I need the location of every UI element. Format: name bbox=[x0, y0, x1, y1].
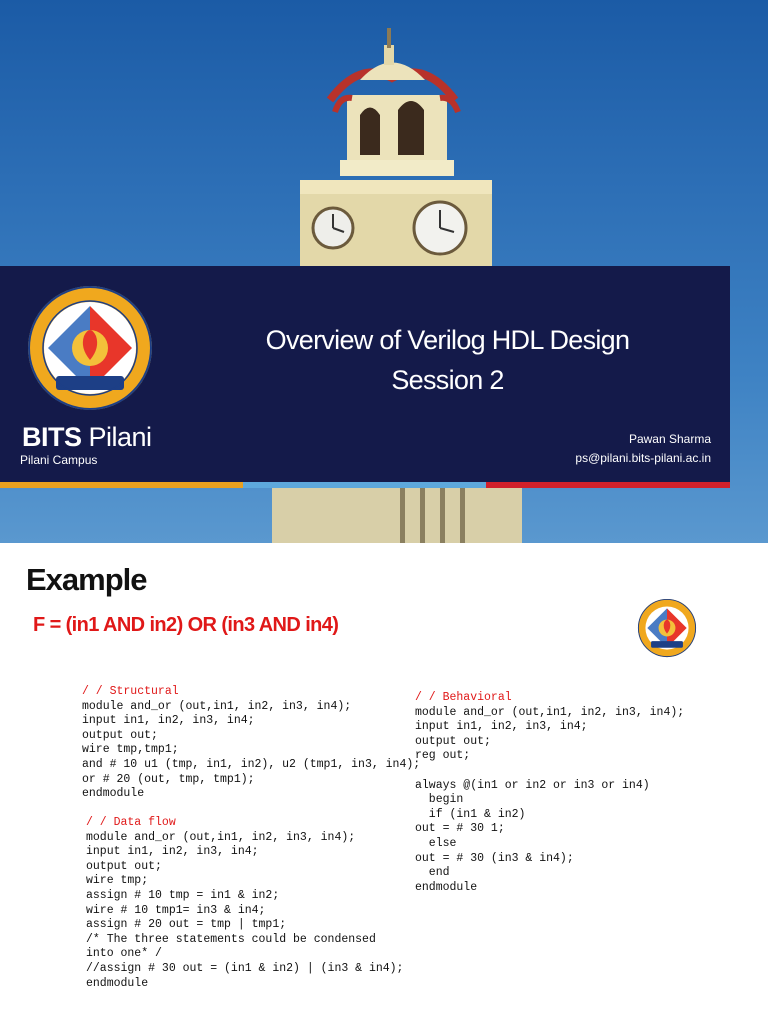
structural-code-block bbox=[82, 685, 420, 802]
slide-heading: Example bbox=[26, 562, 147, 597]
session-label: Session 2 bbox=[391, 365, 504, 395]
boolean-formula: F = (in1 AND in2) OR (in3 AND in4) bbox=[33, 614, 339, 636]
bits-pilani-logo bbox=[22, 284, 158, 412]
brand-name bbox=[22, 422, 152, 453]
campus-label: Pilani Campus bbox=[20, 453, 98, 467]
dataflow-comment: / / Data flow bbox=[86, 816, 176, 829]
brand-name-bold: BITS bbox=[22, 422, 82, 452]
accent-stripe-blue bbox=[243, 482, 486, 488]
bits-pilani-logo-small bbox=[635, 598, 699, 658]
dataflow-code: module and_or (out,in1, in2, in3, in4); input in1, in2, in3, in4; output out; wire tmp; assign # 10 tmp = in1 & in2; wire # 10 tmp1= in3 & in4; assign # 20 out = tmp | tmp1; /* The three statements could be condensed into one* / //assign # 30 out = (in1 & in2) | (in3 & in4); endmodule bbox=[86, 830, 404, 990]
author-email: ps@pilani.bits-pilani.ac.in bbox=[575, 451, 711, 465]
behavioral-code: module and_or (out,in1, in2, in3, in4); input in1, in2, in3, in4; output out; reg out; always @(in1 or in2 or in3 or in4) begin if (in1 & in2) out = # 30 1; else out = # 30 (in3 & in4); end endmodule bbox=[415, 705, 685, 894]
accent-stripe-gold bbox=[0, 482, 243, 488]
behavioral-comment: / / Behavioral bbox=[415, 691, 512, 704]
presentation-title: Overview of Verilog HDL Design bbox=[265, 325, 630, 355]
author-name: Pawan Sharma bbox=[628, 432, 711, 446]
dataflow-code-block bbox=[86, 816, 403, 991]
brand-name-light: Pilani bbox=[81, 422, 152, 452]
example-slide bbox=[0, 543, 768, 1024]
behavioral-code-block bbox=[415, 691, 684, 895]
accent-stripe-red bbox=[486, 482, 730, 488]
structural-code: module and_or (out,in1, in2, in3, in4); input in1, in2, in3, in4; output out; wire tmp,tmp1; and # 10 u1 (tmp, in1, in2), u2 (tmp1, in3, in4); or # 20 (out, tmp, tmp1); endmodule bbox=[82, 699, 421, 801]
structural-comment: / / Structural bbox=[82, 685, 179, 698]
